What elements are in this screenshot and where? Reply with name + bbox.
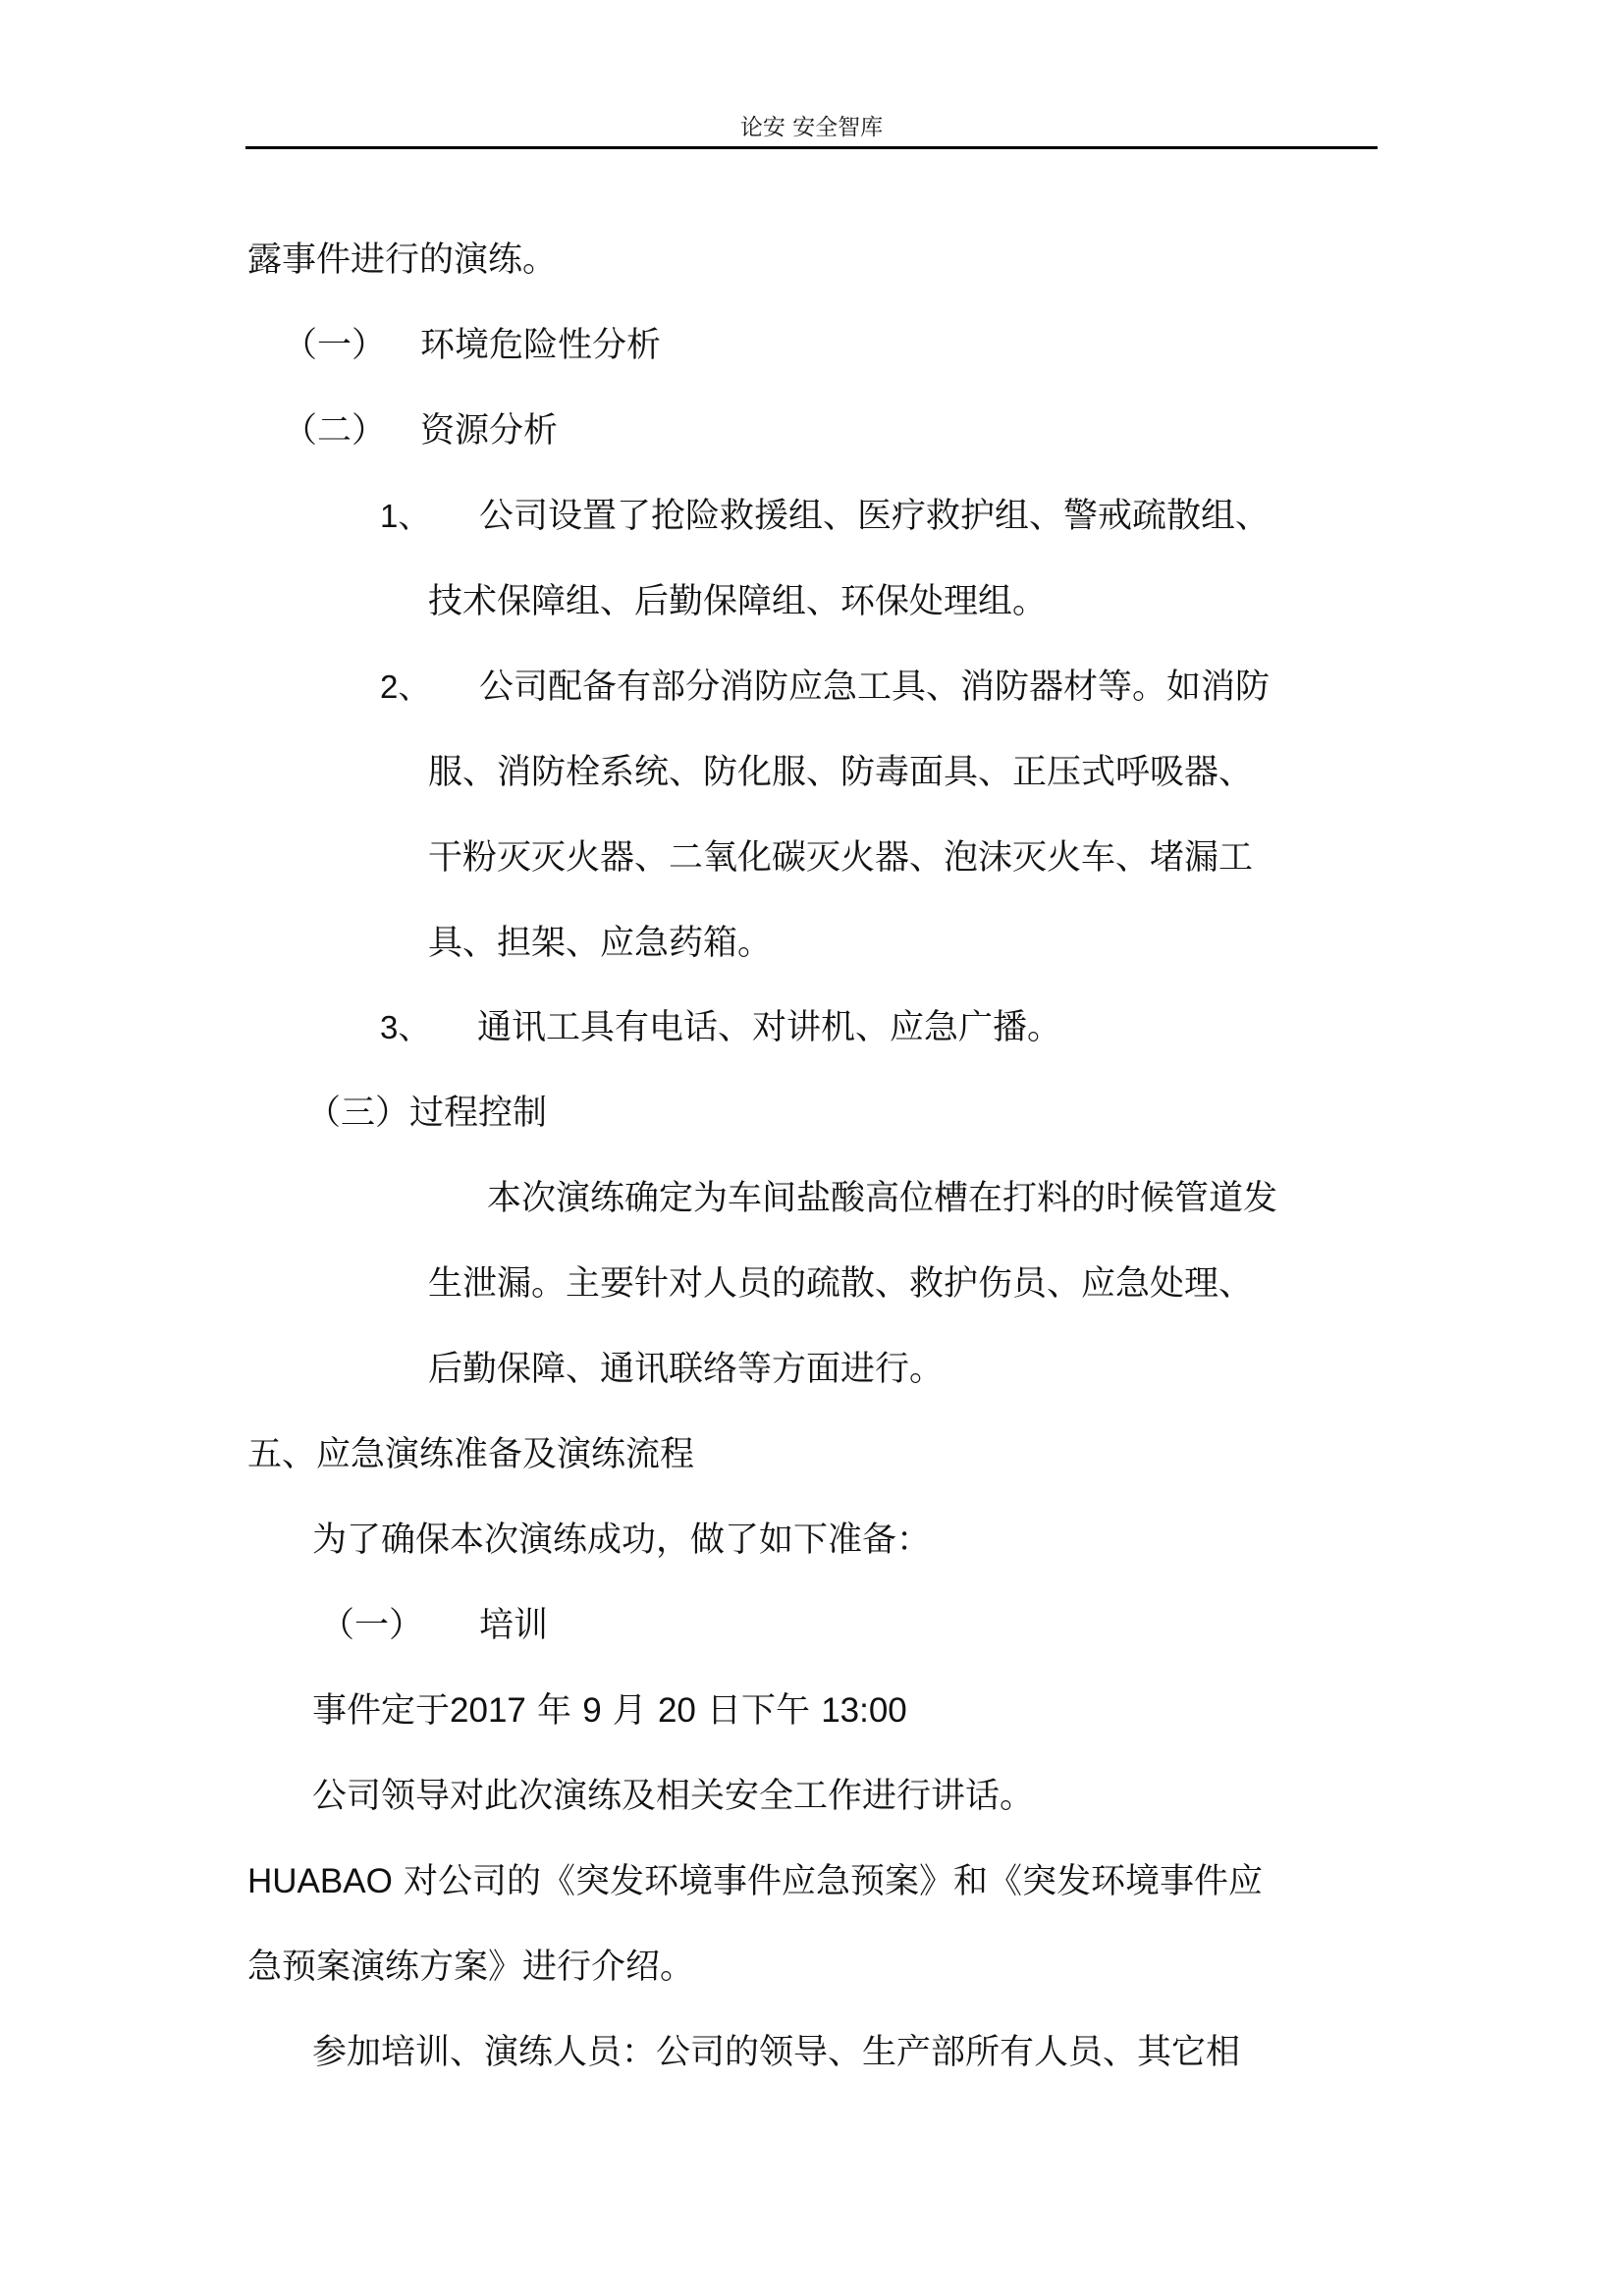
list-item-2-line-3: 干粉灭灭火器、二氧化碳灭火器、泡沫灭火车、堵漏工: [428, 838, 1254, 878]
process-control-line-2: 生泄漏。主要针对人员的疏散、救护伤员、应急处理、: [428, 1264, 1254, 1304]
process-control-line-1: 本次演练确定为车间盐酸高位槽在打料的时候管道发: [487, 1179, 1278, 1218]
schedule-year: 2017: [450, 1691, 526, 1730]
schedule-prefix: 事件定于: [312, 1691, 451, 1731]
list-number-1: 1、: [380, 498, 431, 534]
header-rule: [245, 146, 1378, 149]
schedule-time: 13:00: [821, 1691, 907, 1730]
participants-line: 参加培训、演练人员：公司的领导、生产部所有人员、其它相: [312, 2033, 1241, 2072]
list-item-2-line-1: 公司配备有部分消防应急工具、消防器材等。如消防: [479, 667, 1271, 707]
section-5-intro: 为了确保本次演练成功，做了如下准备：: [312, 1521, 932, 1560]
subheading-resource-analysis: 资源分析: [420, 411, 559, 451]
list-item-1-line-1: 公司设置了抢险救援组、医疗救护组、警戒疏散组、: [479, 497, 1271, 536]
list-item-2-line-4: 具、担架、应急药箱。: [428, 924, 773, 963]
section-heading-5: 五、应急演练准备及演练流程: [247, 1435, 695, 1474]
subheading-process-control: （三）过程控制: [306, 1094, 548, 1133]
intro-by-line-1-rest: 对公司的《突发环境事件应急预案》和《突发环境事件应: [403, 1862, 1263, 1901]
page-header: [245, 108, 1378, 151]
list-number-3: 3、: [380, 1009, 431, 1045]
process-control-line-3: 后勤保障、通讯联络等方面进行。: [428, 1350, 945, 1389]
org-name: HUABAO: [247, 1862, 393, 1900]
subheading-label-2: （二）: [283, 411, 387, 451]
schedule-day: 20: [657, 1691, 696, 1730]
header-title: 论安 安全智库: [739, 115, 884, 140]
subheading-training: 培训: [479, 1606, 549, 1645]
subheading-environment-risk: 环境危险性分析: [420, 326, 662, 365]
list-item-1-line-2: 技术保障组、后勤保障组、环保处理组。: [428, 582, 1048, 621]
list-item-2-line-2: 服、消防栓系统、防化服、防毒面具、正压式呼吸器、: [428, 753, 1254, 792]
intro-by-line-2: 急预案演练方案》进行介绍。: [247, 1948, 695, 1987]
list-item-3-line-1: 通讯工具有电话、对讲机、应急广播。: [477, 1008, 1062, 1047]
schedule-day-unit: 日下午: [707, 1691, 811, 1731]
schedule-month: 9: [582, 1691, 602, 1730]
subheading-label-training: （一）: [320, 1606, 424, 1645]
schedule-year-unit: 年: [537, 1691, 572, 1731]
intro-by-line-1: [247, 1860, 1263, 1903]
subheading-label-1: （一）: [283, 326, 387, 365]
training-schedule: [312, 1689, 907, 1733]
schedule-month-unit: 月: [612, 1691, 647, 1731]
paragraph-intro-tail: 露事件进行的演练。: [247, 240, 558, 280]
leader-speech: 公司领导对此次演练及相关安全工作进行讲话。: [312, 1777, 1035, 1816]
list-number-2: 2、: [380, 668, 431, 705]
